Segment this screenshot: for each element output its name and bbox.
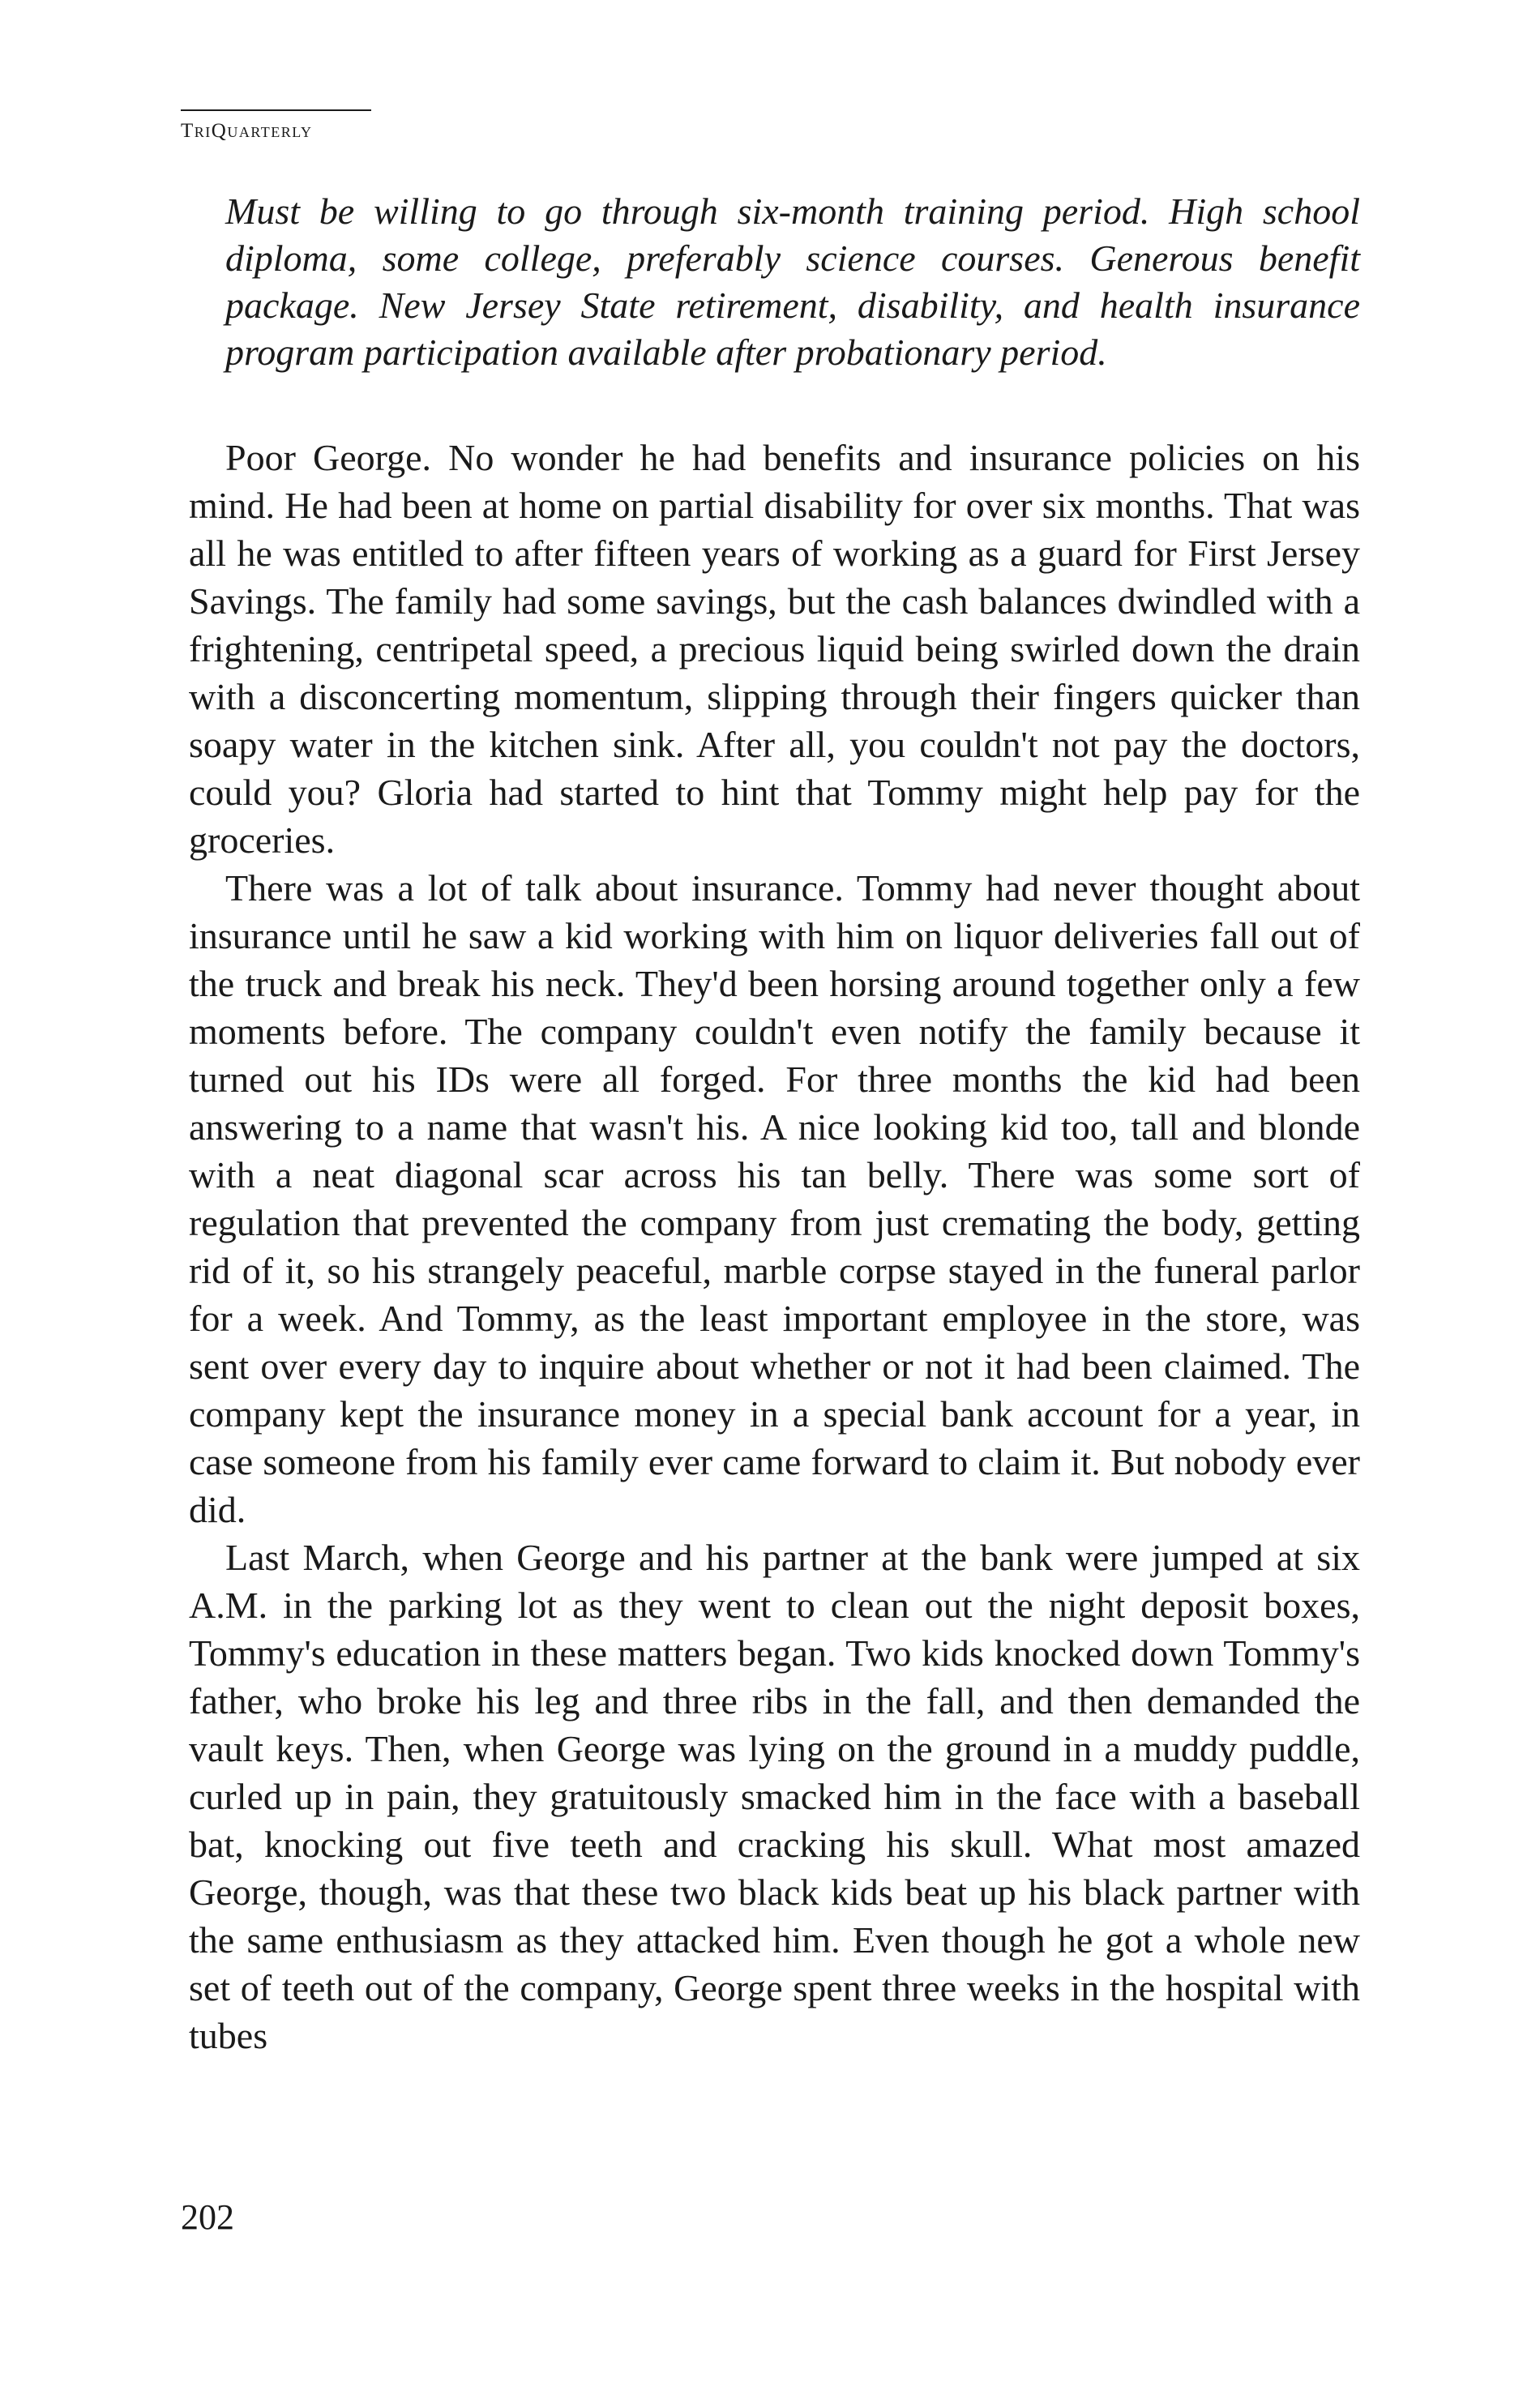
paragraph-text: in the parking lot as they went to clean out the night deposit boxes, Tommy's education in these matters began. Two kids knocked down Tommy's father, who broke his leg and three ribs in the fall, and then demanded the vault keys. Then, when George was lying on the ground in a muddy puddle, curled up in pain, they gratuitously smacked him in the face with a baseball bat, knocking out five teeth and cracking his skull. What most amazed George, though, was that these two black kids beat up his black partner with the same enthusiasm as they attacked him. Even though he got a whole new set of teeth out of the company, George spent three weeks in the hospital with tubes: [189, 1585, 1360, 2056]
body-text: [189, 434, 1360, 2059]
page-number: 202: [181, 2197, 234, 2237]
paragraph: [189, 1533, 1360, 2059]
time-abbrev: A.M.: [189, 1585, 268, 1626]
header-rule: [181, 109, 371, 111]
running-head: TriQuarterly: [181, 120, 313, 142]
paragraph: There was a lot of talk about insurance. Tommy had never thought about insurance until he saw a kid working with him on liquor deliveries fall out of the truck and break his neck. They'd been horsing around together only a few moments before. The company couldn't even notify the family because it turned out his IDs were all forged. For three months the kid had been answering to a name that wasn't his. A nice looking kid too, tall and blonde with a neat diagonal scar across his tan belly. There was some sort of regulation that prevented the company from just cremating the body, getting rid of it, so his strangely peaceful, marble corpse stayed in the funeral parlor for a week. And Tommy, as the least important employee in the store, was sent over every day to inquire about whether or not it had been claimed. The company kept the insurance money in a special bank account for a year, in case someone from his family ever came forward to claim it. But nobody ever did.: [189, 867, 1360, 1530]
paragraph: Poor George. No wonder he had benefits and insurance policies on his mind. He had been at home on partial disability for over six months. That was all he was entitled to after fifteen years of working as a guard for First Jersey Savings. The family had some savings, but the cash balances dwindled with a frightening, centripetal speed, a precious liquid being swirled down the drain with a disconcerting momentum, slipping through their fingers quicker than soapy water in the kitchen sink. After all, you couldn't not pay the doctors, could you? Gloria had started to hint that Tommy might help pay for the groceries.: [189, 437, 1360, 861]
paragraph-text: Last March, when George and his partner at the bank were jumped at six: [225, 1537, 1360, 1578]
job-ad-text: Must be willing to go through six-month training period. High school diploma, some college, preferably science courses. Generous benefit package. New Jersey State retirement, disability, and health insurance program participation available after probationary period.: [225, 190, 1360, 373]
